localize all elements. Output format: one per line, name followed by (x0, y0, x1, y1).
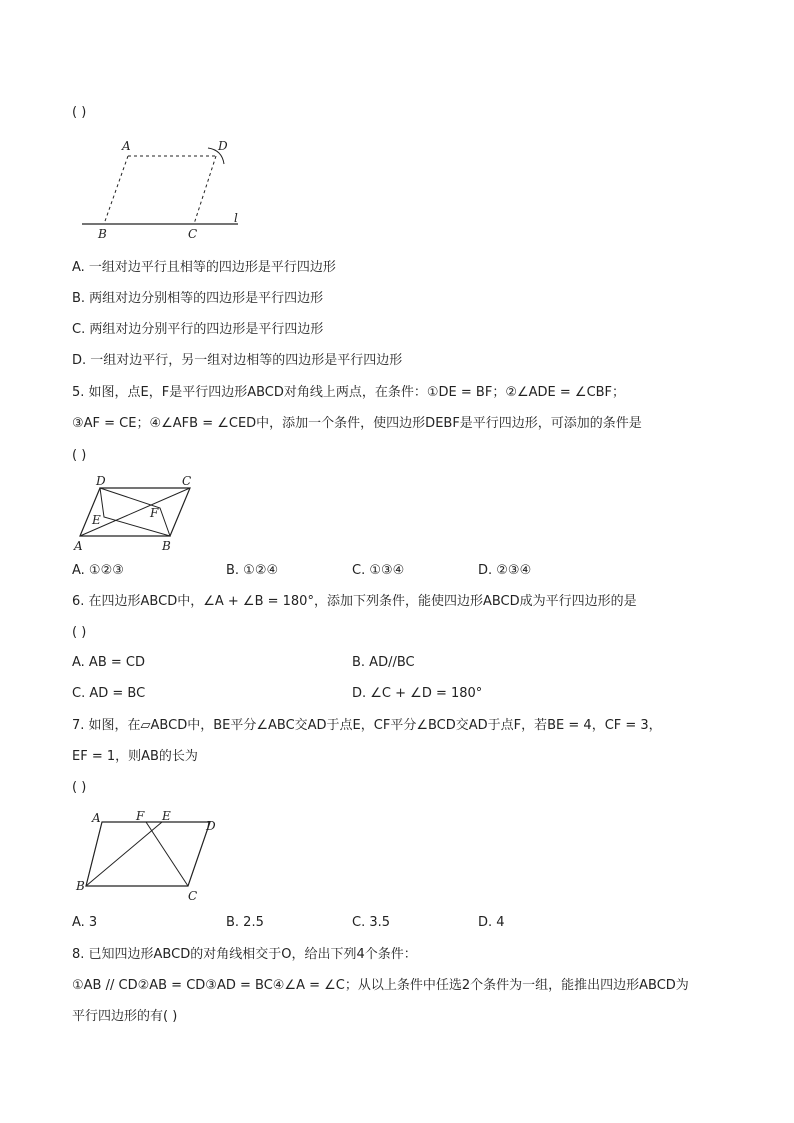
q6-option-d: D. ∠C + ∠D = 180° (352, 686, 483, 701)
q6-option-c: C. AD = BC (72, 686, 146, 701)
q7-stem-line1: 7. 如图，在▱ABCD中，BE平分∠ABC交AD于点E，CF平分∠BCD交AD于点F，若BE = 4，CF = 3， (72, 718, 662, 733)
q5-stem-line2: ③AF = CE；④∠AFB = ∠CED中，添加一个条件，使四边形DEBF是平行四边形，可添加的条件是 (72, 416, 642, 431)
q4-figure (72, 136, 252, 246)
label-c: C (188, 889, 198, 903)
label-b: B (162, 539, 171, 553)
bisector-be (86, 822, 162, 886)
q5-option-a: A. ①②③ (72, 563, 124, 578)
label-f: F (150, 506, 159, 520)
q5-option-d: D. ②③④ (478, 563, 532, 578)
q8-stem-line2: ①AB // CD②AB = CD③AD = BC④∠A = ∠C；从以上条件中任选2个条件为一组，能推出四边形ABCD为 (72, 978, 689, 993)
q4-option-b: B. 两组对边分别相等的四边形是平行四边形 (72, 291, 324, 306)
label-a: A (122, 139, 131, 153)
q6-answer-paren: ( ) (72, 625, 87, 640)
label-a: A (92, 811, 101, 825)
label-e: E (162, 809, 171, 823)
q4-option-c: C. 两组对边分别平行的四边形是平行四边形 (72, 322, 324, 337)
parallelogram-abcd (86, 822, 210, 886)
q7-option-b: B. 2.5 (226, 915, 264, 930)
label-e: E (92, 513, 101, 527)
q7-stem-line2: EF = 1，则AB的长为 (72, 749, 198, 764)
label-c: C (188, 227, 198, 241)
label-d: D (206, 819, 216, 833)
label-d: D (96, 474, 106, 488)
q4-option-d: D. 一组对边平行，另一组对边相等的四边形是平行四边形 (72, 353, 403, 368)
q7-option-a: A. 3 (72, 915, 98, 930)
label-a: A (74, 539, 83, 553)
q7-option-d: D. 4 (478, 915, 505, 930)
segment-ab (104, 156, 128, 224)
label-d: D (218, 139, 228, 153)
q5-option-b: B. ①②④ (226, 563, 279, 578)
label-b: B (76, 879, 85, 893)
bisector-cf (146, 822, 188, 886)
q6-option-a: A. AB = CD (72, 655, 145, 670)
q6-stem: 6. 在四边形ABCD中，∠A + ∠B = 180°，添加下列条件，能使四边形ABCD成为平行四边形的是 (72, 594, 637, 609)
q5-stem-line1: 5. 如图，点E，F是平行四边形ABCD对角线上两点，在条件：①DE = BF；②∠ADE = ∠CBF； (72, 385, 626, 400)
label-b: B (98, 227, 107, 241)
label-l: l (234, 211, 238, 225)
q5-answer-paren: ( ) (72, 448, 87, 463)
q7-figure (72, 808, 232, 904)
q4-option-a: A. 一组对边平行且相等的四边形是平行四边形 (72, 260, 336, 275)
segment-dc (194, 156, 216, 224)
q5-figure (72, 474, 202, 554)
q7-option-c: C. 3.5 (352, 915, 391, 930)
label-c: C (182, 474, 192, 488)
q4-answer-paren: ( ) (72, 105, 87, 120)
label-f: F (136, 809, 145, 823)
q7-answer-paren: ( ) (72, 780, 87, 795)
q5-option-c: C. ①③④ (352, 563, 405, 578)
q6-option-b: B. AD//BC (352, 655, 415, 670)
q8-stem-line3: 平行四边形的有( ) (72, 1009, 178, 1024)
q8-stem-line1: 8. 已知四边形ABCD的对角线相交于O，给出下列4个条件： (72, 947, 417, 962)
